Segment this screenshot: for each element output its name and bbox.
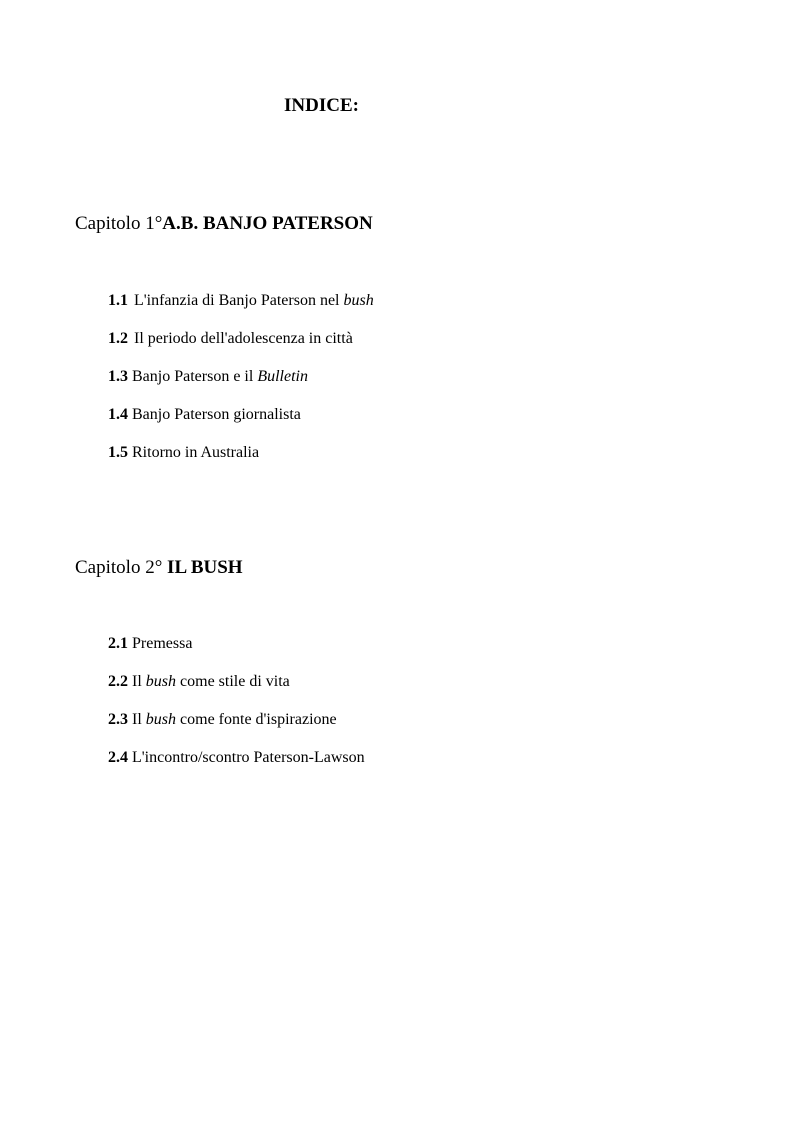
- section-italic-text: bush: [343, 292, 374, 309]
- chapter-1-title: A.B. BANJO PATERSON: [162, 213, 373, 234]
- section-italic-text: Bulletin: [257, 368, 308, 385]
- chapter-2-heading: [75, 556, 243, 580]
- toc-entry-2-2: [108, 672, 290, 692]
- section-number: 2.2: [108, 673, 128, 690]
- section-text: Ritorno in Australia: [132, 444, 260, 461]
- section-italic-text: bush: [145, 711, 177, 728]
- section-text: L'infanzia di Banjo Paterson nel: [134, 292, 344, 309]
- section-number: 1.5: [108, 444, 128, 461]
- toc-entry-2-3: [108, 710, 337, 730]
- section-number: 2.3: [108, 711, 128, 728]
- section-text-tail: come stile di vita: [176, 673, 290, 690]
- toc-entry-2-1: [108, 634, 192, 654]
- section-text: Il periodo dell'adolescenza in città: [134, 330, 353, 347]
- section-text: Premessa: [132, 635, 193, 652]
- toc-entry-1-5: [108, 443, 259, 463]
- section-number: 1.1: [108, 292, 128, 309]
- section-text: Banjo Paterson e il: [132, 368, 258, 385]
- section-italic-text: bush: [145, 673, 177, 690]
- section-text: Il: [132, 711, 146, 728]
- section-text: Banjo Paterson giornalista: [132, 406, 301, 423]
- index-title: INDICE:: [284, 95, 359, 116]
- chapter-2-title: IL BUSH: [167, 557, 243, 578]
- section-text-tail: come fonte d'ispirazione: [176, 711, 337, 728]
- chapter-1-heading: [75, 212, 373, 236]
- toc-entry-1-1: [108, 291, 374, 311]
- section-number: 2.4: [108, 749, 128, 766]
- section-number: 2.1: [108, 635, 128, 652]
- toc-entry-2-4: [108, 748, 365, 768]
- section-text: Il: [132, 673, 146, 690]
- chapter-2-prefix: Capitolo 2°: [75, 557, 168, 578]
- toc-entry-1-2: [108, 329, 353, 349]
- toc-entry-1-4: [108, 405, 301, 425]
- section-text: L'incontro/scontro Paterson-Lawson: [132, 749, 365, 766]
- section-number: 1.2: [108, 330, 128, 347]
- toc-entry-1-3: [108, 367, 308, 387]
- chapter-1-prefix: Capitolo 1°: [75, 213, 163, 234]
- section-number: 1.3: [108, 368, 128, 385]
- section-number: 1.4: [108, 406, 128, 423]
